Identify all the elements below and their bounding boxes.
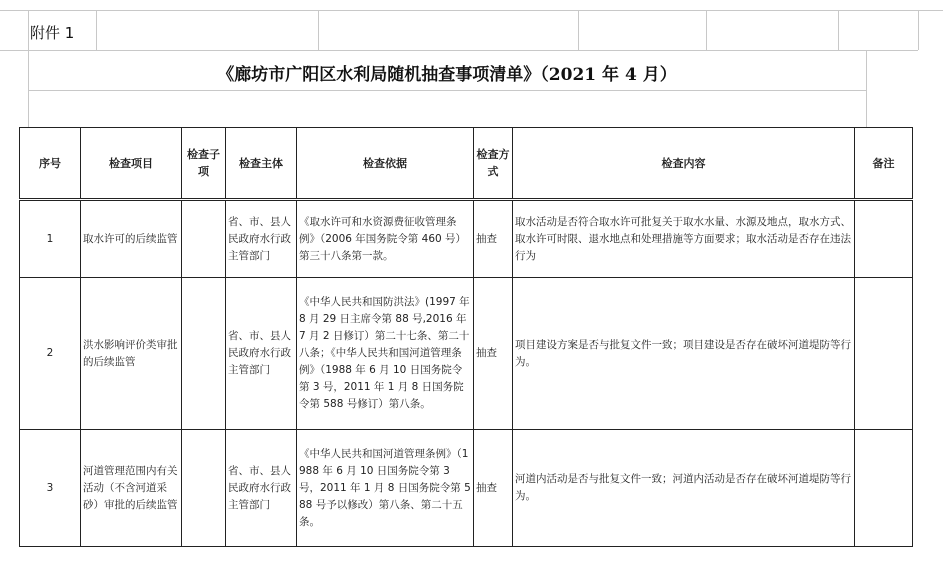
- row-sub-item: [182, 278, 226, 430]
- row-remark: [855, 200, 913, 278]
- header-sub-item: 检查子项: [182, 128, 226, 200]
- row-basis: 《取水许可和水资源费征收管理条例》（2006 年国务院令第 460 号）第三十八条第一款。: [297, 200, 474, 278]
- table-row: [20, 200, 913, 278]
- attachment-label: 附件 1: [30, 24, 75, 42]
- grid-line: [706, 10, 707, 50]
- header-remark: 备注: [855, 128, 913, 200]
- row-seq: 3: [20, 430, 81, 547]
- header-method: 检查方式: [474, 128, 513, 200]
- row-item: 取水许可的后续监管: [81, 200, 182, 278]
- row-subject: 省、市、县人民政府水行政主管部门: [226, 200, 297, 278]
- header-item: 检查项目: [81, 128, 182, 200]
- row-content: 项目建设方案是否与批复文件一致；项目建设是否存在破坏河道堤防等行为。: [513, 278, 855, 430]
- table-row: [20, 430, 913, 547]
- grid-line: [838, 10, 839, 50]
- row-basis: 《中华人民共和国防洪法》(1997 年 8 月 29 日主席令第 88 号,2016 年 7 月 2 日修订）第二十七条、第二十八条；《中华人民共和国河道管理条例》（1988 年 6 月 10 日国务院令第 3 号，2011 年 1 月 8 日国务院令第 588 号修订）第八条。: [297, 278, 474, 430]
- row-method: 抽查: [474, 200, 513, 278]
- grid-line: [866, 50, 867, 127]
- grid-line: [28, 90, 866, 91]
- row-subject: 省、市、县人民政府水行政主管部门: [226, 278, 297, 430]
- header-basis: 检查依据: [297, 128, 474, 200]
- row-remark: [855, 430, 913, 547]
- row-item: 洪水影响评价类审批的后续监管: [81, 278, 182, 430]
- grid-line: [96, 10, 97, 50]
- row-method: 抽查: [474, 278, 513, 430]
- row-item: 河道管理范围内有关活动（不含河道采砂）审批的后续监管: [81, 430, 182, 547]
- table-row: [20, 278, 913, 430]
- row-content: 取水活动是否符合取水许可批复关于取水水量、水源及地点，取水方式、取水许可时限、退水地点和处理措施等方面要求；取水活动是否存在违法行为: [513, 200, 855, 278]
- page-title: 《廊坊市广阳区水利局随机抽查事项清单》（2021 年 4 月）: [217, 65, 677, 85]
- table-header-row: [20, 128, 913, 200]
- row-seq: 1: [20, 200, 81, 278]
- header-seq: 序号: [20, 128, 81, 200]
- row-subject: 省、市、县人民政府水行政主管部门: [226, 430, 297, 547]
- header-subject: 检查主体: [226, 128, 297, 200]
- inspection-checklist-table: [19, 127, 913, 547]
- grid-line: [0, 50, 918, 51]
- grid-line: [0, 10, 943, 11]
- row-basis: 《中华人民共和国河道管理条例》（1988 年 6 月 10 日国务院令第 3 号，2011 年 1 月 8 日国务院令第 588 号予以修改）第八条、第二十五条。: [297, 430, 474, 547]
- row-remark: [855, 278, 913, 430]
- row-method: 抽查: [474, 430, 513, 547]
- grid-line: [918, 10, 919, 50]
- header-content: 检查内容: [513, 128, 855, 200]
- row-sub-item: [182, 200, 226, 278]
- row-seq: 2: [20, 278, 81, 430]
- grid-line: [318, 10, 319, 50]
- row-sub-item: [182, 430, 226, 547]
- row-content: 河道内活动是否与批复文件一致；河道内活动是否存在破坏河道堤防等行为。: [513, 430, 855, 547]
- grid-line: [578, 10, 579, 50]
